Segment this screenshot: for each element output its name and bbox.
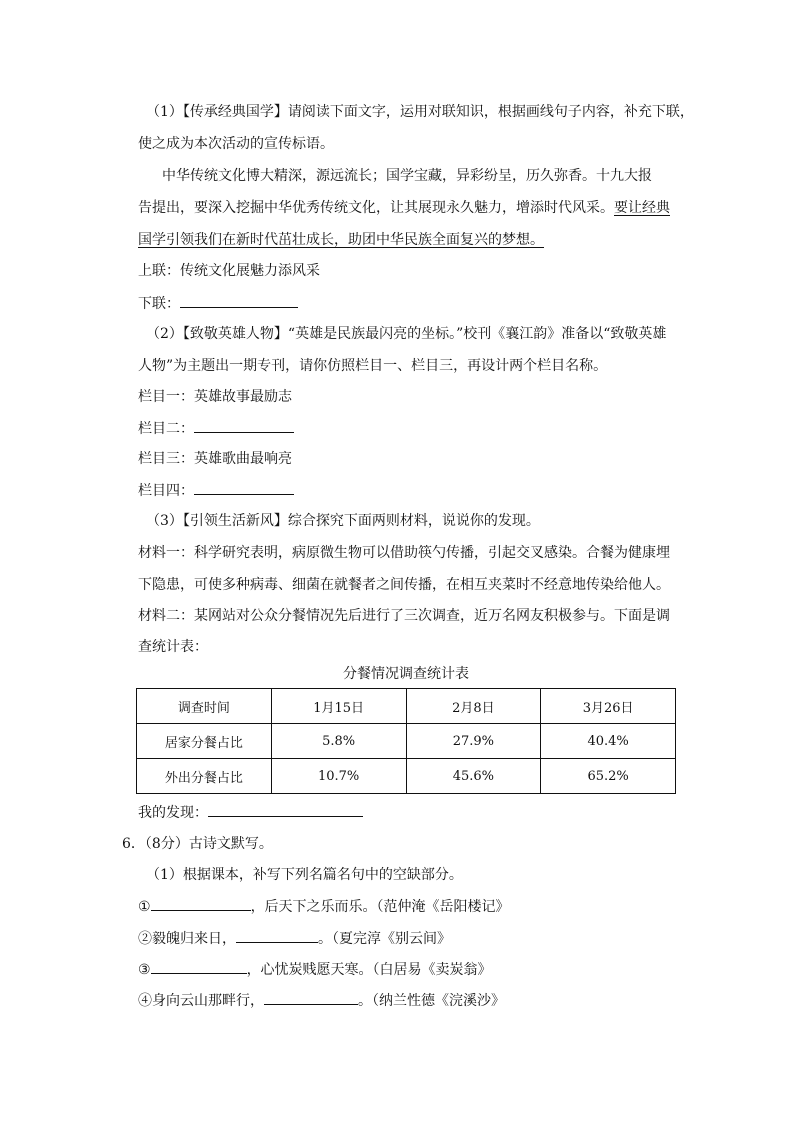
item-4-text-a: ④身向云山那畔行， [138,993,264,1009]
q5-1-prompt-line2: 使之成为本次活动的宣传标语。 [138,136,334,152]
column-two-label: 栏目二： [138,421,194,437]
header-cell: 调查时间 [137,689,272,724]
row-label-cell: 居家分餐占比 [137,724,272,759]
table-row [137,724,676,759]
table-header-row [137,689,676,724]
table-title: 分餐情况调查统计表 [343,666,469,682]
item-4-blank[interactable] [264,990,358,1005]
recitation-item-3 [138,959,492,979]
table-cell: 27.9% [406,724,541,759]
column-three: 栏目三：英雄歌曲最响亮 [138,451,292,467]
finding-label: 我的发现： [138,805,208,821]
material-two-line2: 查统计表： [138,639,208,655]
item-1-text: ，后天下之乐而乐。（范仲淹《岳阳楼记》 [250,899,510,915]
q6-1-instruction: （1）根据课本，补写下列名篇名句中的空缺部分。 [146,867,463,883]
passage-line3 [138,230,544,250]
recitation-item-4 [138,990,505,1010]
item-2-text-b: 。（夏完淳《别云间》 [318,931,451,947]
q6-title: 6．（8分）古诗文默写。 [122,836,273,852]
q5-2-prompt-line1: （2）【致敬英雄人物】“英雄是民族最闪亮的坐标。”校刊《襄江韵》准备以“致敬英雄 [146,326,667,342]
lower-couplet-blank[interactable] [180,293,298,308]
finding-row [138,802,363,822]
header-cell: 3月26日 [541,689,676,724]
header-cell: 2月8日 [406,689,541,724]
passage-line2 [138,198,670,218]
table-cell: 45.6% [406,759,541,794]
table-cell: 5.8% [271,724,406,759]
upper-couplet: 上联：传统文化展魅力添风采 [138,263,320,279]
item-3-number: ③ [138,962,151,978]
table-row [137,759,676,794]
underlined-sentence-part2: 国学引领我们在新时代茁壮成长，助团中华民族全面复兴的梦想。 [138,232,544,248]
passage-line1: 中华传统文化博大精深，源远流长；国学宝藏，异彩纷呈，历久弥香。十九大报 [162,168,652,184]
q5-3-prompt: （3）【引领生活新风】综合探究下面两则材料，说说你的发现。 [146,513,540,529]
column-four-blank[interactable] [194,480,294,495]
item-3-blank[interactable] [151,959,247,974]
survey-table [136,688,676,794]
row-label-cell: 外出分餐占比 [137,759,272,794]
q5-2-prompt-line2: 人物”为主题出一期专刊，请你仿照栏目一、栏目三，再设计两个栏目名称。 [138,358,608,374]
item-1-number: ① [138,899,151,915]
table-cell: 40.4% [541,724,676,759]
material-one-line1: 材料一：科学研究表明，病原微生物可以借助筷勺传播，引起交叉感染。合餐为健康埋 [138,545,670,561]
material-two-line1: 材料二：某网站对公众分餐情况先后进行了三次调查，近万名网友积极参与。下面是调 [138,608,670,624]
material-one-line2: 下隐患，可使多种病毒、细菌在就餐者之间传播，在相互夹菜时不经意地传染给他人。 [138,577,670,593]
passage-line2-text: 告提出，要深入挖掘中华优秀传统文化，让其展现永久魅力，增添时代风采。 [138,200,614,216]
lower-couplet-label: 下联： [138,296,180,312]
recitation-item-2 [138,928,451,948]
underlined-sentence-part1: 要让经典 [614,200,670,216]
column-four-row [138,480,294,500]
finding-blank[interactable] [208,802,363,817]
item-1-blank[interactable] [151,896,251,911]
column-two-blank[interactable] [194,418,294,433]
column-two-row [138,418,294,438]
column-one: 栏目一：英雄故事最励志 [138,389,292,405]
item-2-blank[interactable] [236,928,318,943]
item-2-text-a: ②毅魄归来日， [138,931,236,947]
recitation-item-1 [138,896,510,916]
header-cell: 1月15日 [271,689,406,724]
q5-1-prompt-line1: （1）【传承经典国学】请阅读下面文字，运用对联知识，根据画线句子内容，补充下联， [146,104,694,120]
item-4-text-b: 。（纳兰性德《浣溪沙》 [358,993,505,1009]
item-3-text: ，心忧炭贱愿天寒。（白居易《卖炭翁》 [246,962,492,978]
table-cell: 65.2% [541,759,676,794]
lower-couplet-row [138,293,298,313]
table-cell: 10.7% [271,759,406,794]
column-four-label: 栏目四： [138,483,194,499]
